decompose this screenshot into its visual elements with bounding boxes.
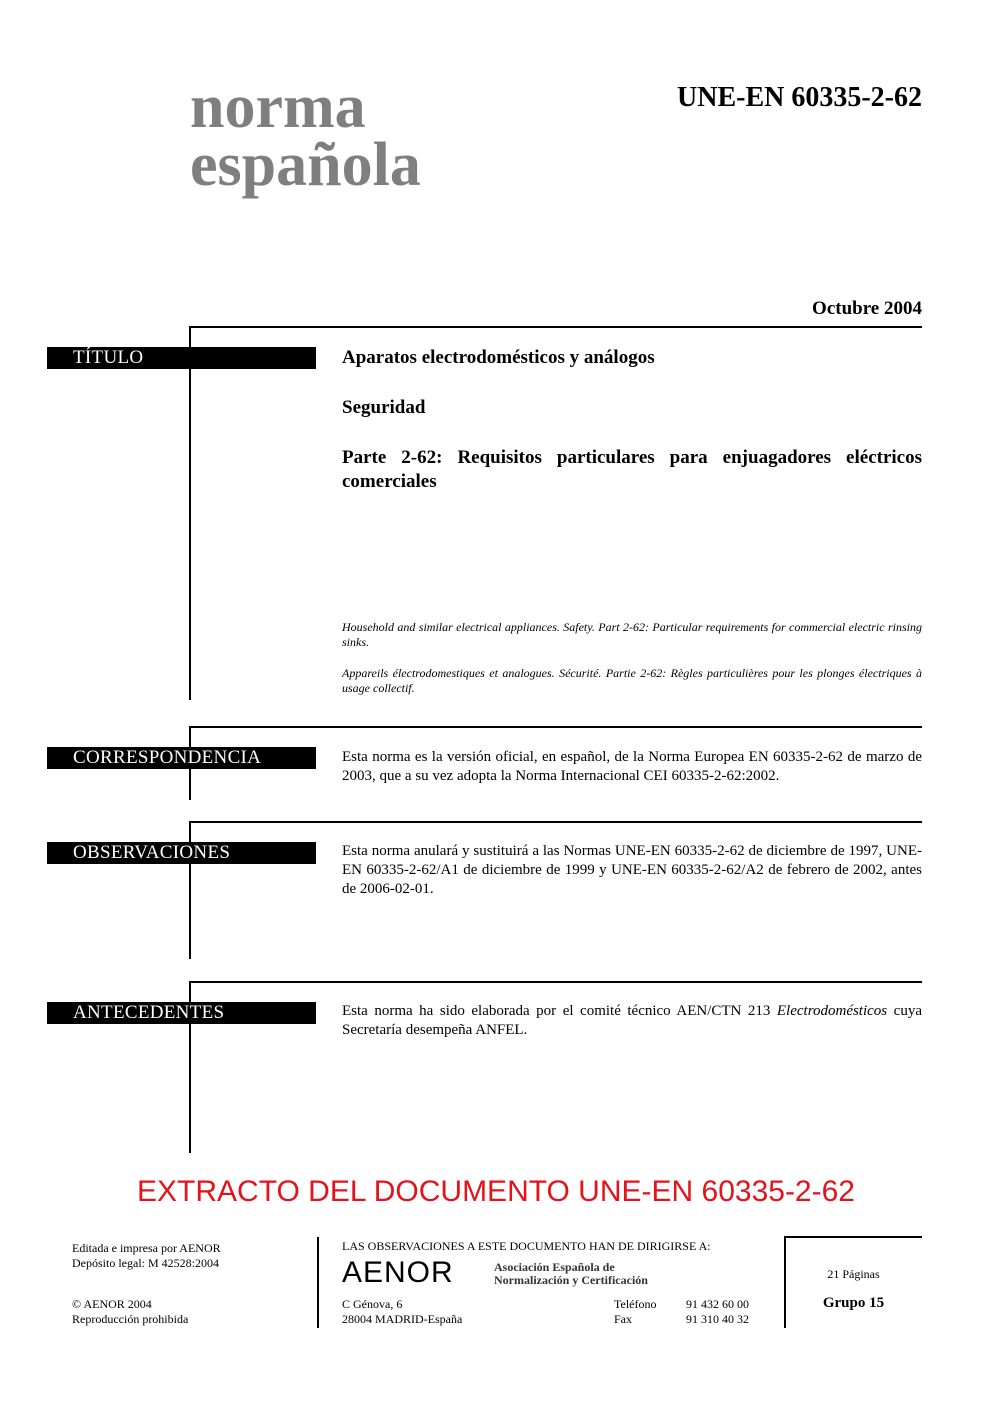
footer-copyright: © AENOR 2004 (72, 1297, 152, 1311)
title-block (342, 346, 922, 520)
section-divider-titulo (190, 326, 922, 328)
section-label-antecedentes: ANTECEDENTES (47, 1002, 316, 1024)
phone-label: Teléfono (614, 1297, 657, 1311)
price-group: Grupo 15 (822, 1295, 885, 1311)
address-line-1: C Génova, 6 (342, 1297, 403, 1311)
phone-number: 91 432 60 00 (686, 1297, 749, 1311)
title-sub: Seguridad (342, 397, 426, 418)
footer-address (342, 1297, 462, 1327)
section-label-titulo: TÍTULO (47, 347, 316, 369)
correspondencia-text: Esta norma es la versión oficial, en español, de la Norma Europea EN 60335-2-62 de marzo de 2003, que a su vez adopta la Norma Internacional CEI 60335-2-62:2002. (342, 749, 922, 784)
observaciones-text: Esta norma anulará y sustituirá a las Normas UNE-EN 60335-2-62 de diciembre de 1997, UNE-EN 60335-2-62/A1 de diciembre de 1999 y UNE-EN 60335-2-62/A2 de febrero de 2002, antes de 2006-02-01. (342, 843, 922, 897)
footer-edition-info (72, 1241, 221, 1271)
brand-line-2: española (190, 131, 421, 199)
section-label-observaciones: OBSERVACIONES (47, 842, 316, 864)
antecedentes-text-start: Esta norma ha sido elaborada por el comité técnico AEN/CTN 213 (342, 1003, 777, 1019)
publication-date: Octubre 2004 (812, 298, 922, 319)
footer-contact-values (686, 1297, 749, 1327)
footer-box-top (785, 1236, 922, 1238)
footer-divider-left (317, 1237, 319, 1328)
section-label-correspondencia: CORRESPONDENCIA (47, 747, 316, 769)
footer-reproduction: Reproducción prohibida (72, 1312, 189, 1326)
section-divider-correspondencia (190, 726, 922, 728)
section-divider-observaciones (190, 821, 922, 823)
brand-line-1: norma (190, 73, 366, 141)
footer-contact-labels (614, 1297, 656, 1327)
standard-code: UNE-EN 60335-2-62 (677, 82, 922, 113)
aenor-name-line-1: Asociación Española de (494, 1260, 615, 1274)
alternate-titles (342, 620, 922, 712)
antecedentes-committee-name: Electrodomésticos (776, 1003, 888, 1019)
page-count: 21 Páginas (827, 1267, 880, 1281)
footer-box-left (784, 1236, 786, 1328)
footer-edited: Editada e impresa por AENOR (72, 1241, 221, 1255)
footer-deposit: Depósito legal: M 42528:2004 (72, 1256, 219, 1270)
section-rule-titulo (189, 326, 191, 700)
title-main: Aparatos electrodomésticos y análogos (342, 347, 655, 368)
aenor-name-line-2: Normalización y Certificación (494, 1273, 648, 1287)
title-french: Appareils électrodomestiques et analogues. Sécurité. Partie 2-62: Règles particulières pour les plonges électriques à usage collectif. (342, 666, 922, 695)
aenor-full-name (494, 1261, 648, 1287)
extract-notice: EXTRACTO DEL DOCUMENTO UNE-EN 60335-2-62 (137, 1175, 855, 1208)
title-english: Household and similar electrical appliances. Safety. Part 2-62: Particular requirements for commercial electric rinsing sinks. (342, 620, 922, 649)
brand-title (190, 73, 421, 199)
antecedentes-text (342, 1002, 922, 1040)
antecedentes-text-end: cuya Secretaría desempeña ANFEL. (342, 1003, 922, 1038)
footer-observations-header: LAS OBSERVACIONES A ESTE DOCUMENTO HAN DE DIRIGIRSE A: (342, 1239, 711, 1253)
address-line-2: 28004 MADRID-España (342, 1312, 463, 1326)
title-part: Parte 2-62: Requisitos particulares para enjuagadores eléctricos comerciales (342, 447, 922, 492)
aenor-logo: AENOR (342, 1256, 454, 1289)
fax-label: Fax (614, 1312, 632, 1326)
footer-copyright-info (72, 1297, 188, 1327)
section-divider-antecedentes (190, 981, 922, 983)
fax-number: 91 310 40 32 (686, 1312, 749, 1326)
